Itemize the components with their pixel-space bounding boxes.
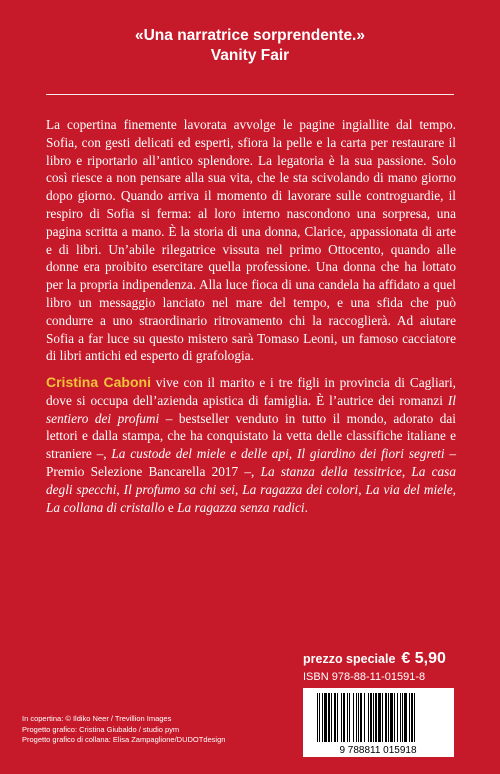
book-title: La custode del miele e delle api <box>111 446 289 462</box>
book-title: Il profumo sa chi sei <box>123 481 235 497</box>
barcode-bar <box>322 693 323 742</box>
divider <box>46 94 454 95</box>
author-name: Cristina Caboni <box>46 374 151 390</box>
barcode-bar <box>414 693 415 742</box>
barcode-bar <box>404 693 407 742</box>
barcode-graphic <box>303 688 454 757</box>
bio-text: , <box>288 446 297 462</box>
barcode-bar <box>364 693 365 742</box>
book-title: Il sentiero dei profumi <box>46 392 456 426</box>
price-tag <box>303 650 455 668</box>
barcode-bar <box>400 693 401 742</box>
barcode-bar <box>385 693 387 742</box>
bio-text: vive con il marito e i tre figli in provincia di Cagliari, dove si occupa dell’azienda apistica di famiglia. È l’autrice dei romanzi <box>46 375 456 408</box>
book-title: La ragazza dei colori <box>242 481 359 497</box>
barcode-bar <box>358 693 359 742</box>
barcode-bar <box>370 693 372 742</box>
bio-text: , <box>401 463 412 479</box>
barcode-bar <box>402 693 403 742</box>
credit-line: In copertina: © Ildiko Neer / Trevillion Images <box>22 714 172 723</box>
barcode-bar <box>368 693 369 742</box>
barcode-bar <box>349 693 350 742</box>
barcode-bar <box>324 693 327 742</box>
bio-text: , <box>358 481 366 497</box>
credits <box>22 714 292 746</box>
book-title: Il giardino dei fiori segreti <box>296 446 445 462</box>
barcode-bar <box>319 693 320 742</box>
book-title: La via del miele <box>365 481 453 497</box>
book-title: La ragazza senza radici <box>177 499 305 515</box>
barcode-bar <box>356 693 357 742</box>
barcode-bar <box>317 693 318 742</box>
barcode-bar <box>331 693 332 742</box>
bio-text: e <box>164 499 178 515</box>
quote-source: Vanity Fair <box>210 47 290 64</box>
bio-text: , <box>234 481 243 497</box>
barcode-bar <box>394 693 395 742</box>
bio-text: , <box>116 481 124 497</box>
barcode-digits: 9 788811 015918 <box>339 745 417 756</box>
bio-text: – bestseller venduto in tutto il mondo, adorato dai lettori e dalla stampa, che ha conquistato la vetta delle classifiche italiane e straniere –, <box>46 410 457 462</box>
bio-text: . <box>304 499 308 515</box>
barcode-bar <box>347 693 348 742</box>
barcode-bar <box>334 693 336 742</box>
barcode-bar <box>411 693 413 742</box>
barcode-bar <box>337 693 338 742</box>
bio-text: , <box>452 481 456 497</box>
credit-line: Progetto grafico di collana: Elisa Zampaglione/DUDOTdesign <box>22 735 226 744</box>
author-bio <box>46 374 456 516</box>
barcode <box>303 688 454 757</box>
bio-text: – Premio Selezione Bancarella 2017 –, <box>46 446 456 479</box>
barcode-bar <box>375 693 377 742</box>
credit-line: Progetto grafico: Cristina Giubaldo / studio pym <box>22 724 180 734</box>
barcode-bar <box>343 693 345 742</box>
barcode-bar <box>373 693 374 742</box>
barcode-bar <box>409 693 410 742</box>
barcode-bar <box>353 693 354 742</box>
book-title: La collana di cristallo <box>46 499 165 515</box>
price-label: prezzo speciale <box>303 652 396 666</box>
barcode-bar <box>397 693 398 742</box>
barcode-bar <box>341 693 342 742</box>
synopsis: La copertina finemente lavorata avvolge le pagine ingiallite dal tempo. Sofia, con gesti delicati ed esperti, sfiora la pelle e la carta per restaurare il libro e riportarlo all’antico splendore. La legatoria è la sua passione. Solo così riesce a non pensare alla sua vita, che le sta scivolando di mano giorno dopo giorno. Quando arriva il momento di lavorare sulle controguardie, il respiro di Sofia si ferma: al loro interno nascondono una sorpresa, una pagina scritta a mano. È la storia di una donna, Clarice, appassionata di arte e di libri. Un’abile rilegatrice vissuta nel primo Ottocento, quando alle donne era proibito esercitare quella professione. Una donna che ha lottato per la propria indipendenza. Alla luce fioca di una candela ha affidato a quel libro un messaggio lanciato nel mare del tempo, e una sfida che può condurre a uno straordinario ritrovamento chi la raccoglierà. Ad aiutare Sofia a far luce su questo mistero sarà Tomaso Leoni, un famoso cacciatore di libri antichi ed esperto di grafologia. <box>46 117 456 364</box>
barcode-bar <box>388 693 389 742</box>
quote-text: «Una narratrice sorprendente.» <box>134 27 365 44</box>
book-title: La casa degli specchi <box>46 463 457 497</box>
barcode-bar <box>360 693 362 742</box>
price-value: € 5,90 <box>401 650 446 667</box>
barcode-bar <box>390 693 393 742</box>
barcode-bar <box>382 693 383 742</box>
barcode-bar <box>378 693 381 742</box>
isbn-text: ISBN 978-88-11-01591-8 <box>303 671 426 683</box>
review-quote <box>0 26 500 66</box>
barcode-bar <box>328 693 330 742</box>
book-title: La stanza della tessitrice <box>260 463 402 479</box>
